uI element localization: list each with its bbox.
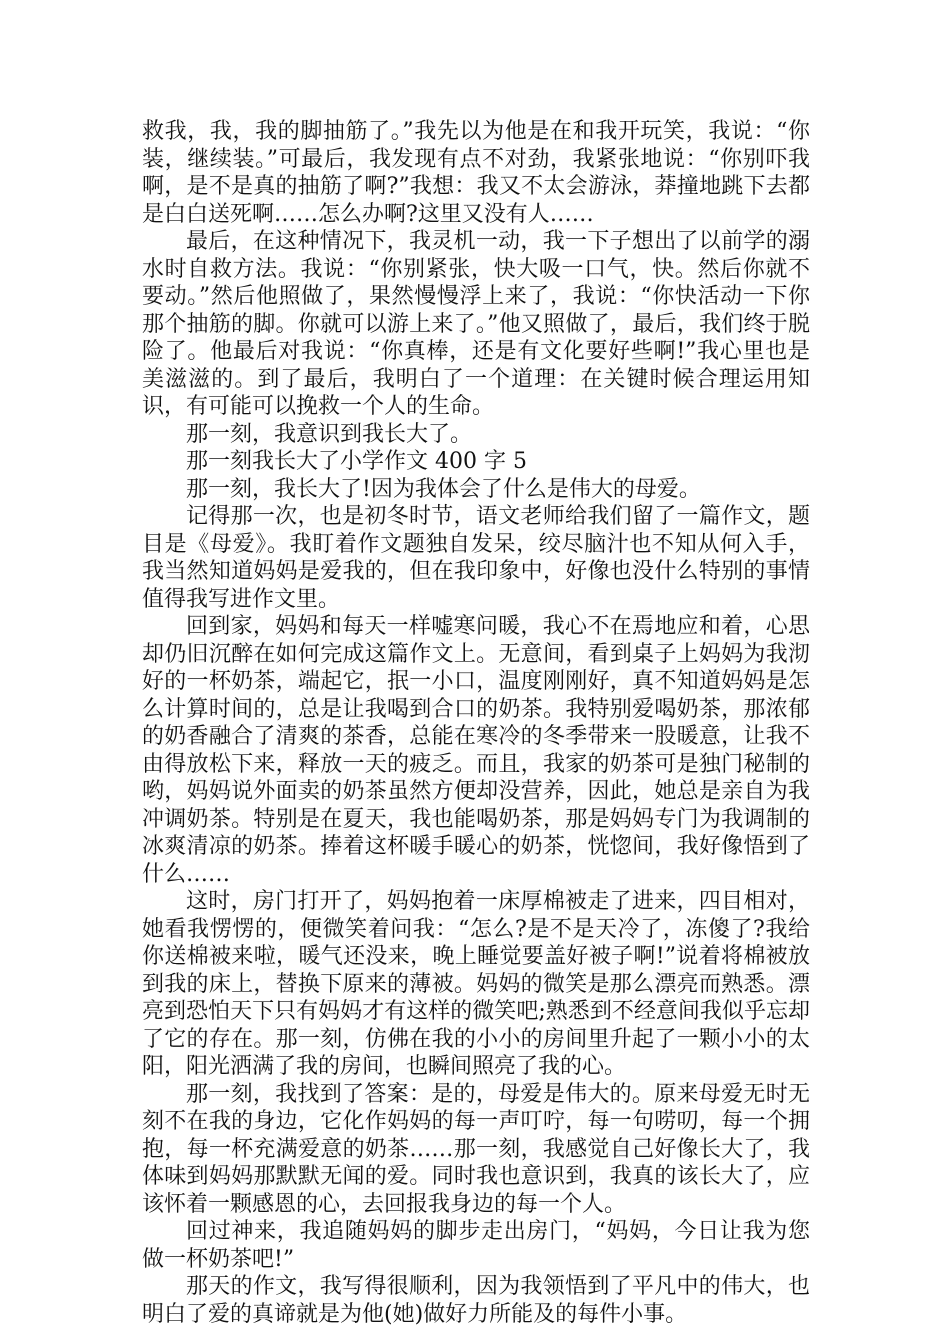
paragraph-6: 记得那一次，也是初冬时节，语文老师给我们留了一篇作文，题目是《母爱》。我盯着作文题独自发呆，绞尽脑汁也不知从何入手，我当然知道妈妈是爱我的，但在我印象中，好像也没什么特别的事情值得我写进作文里。 — [142, 504, 810, 612]
paragraph-3: 那一刻，我意识到我长大了。 — [186, 421, 473, 447]
essay-heading: 那一刻我长大了小学作文 400 字 5 — [186, 449, 527, 474]
paragraph-8: 这时，房门打开了，妈妈抱着一床厚棉被走了进来，四目相对，她看我愣愣的，便微笑着问我：“怎么?是不是天冷了，冻傻了?我给你送棉被来啦，暖气还没来，晚上睡觉要盖好被子啊!”说着将棉被放到我的床上，替换下原来的薄被。妈妈的微笑是那么漂亮而熟悉。漂亮到恐怕天下只有妈妈才有这样的微笑吧;熟悉到不经意间我似乎忘却了它的存在。那一刻，仿佛在我的小小的房间里升起了一颗小小的太阳，阳光洒满了我的房间，也瞬间照亮了我的心。 — [142, 889, 810, 1079]
paragraph-1: 救我，我，我的脚抽筋了。”我先以为他是在和我开玩笑，我说：“你装，继续装。”可最后，我发现有点不对劲，我紧张地说：“你别吓我啊，是不是真的抽筋了啊?”我想：我又不太会游泳，莽撞地跳下去都是白白送死啊……怎么办啊?这里又没有人…… — [142, 119, 810, 227]
paragraph-7: 回到家，妈妈和每天一样嘘寒问暖，我心不在焉地应和着，心思却仍旧沉醉在如何完成这篇作文上。无意间，看到桌子上妈妈为我沏好的一杯奶茶，端起它，抿一小口，温度刚刚好，真不知道妈妈是怎么计算时间的，总是让我喝到合口的奶茶。我特别爱喝奶茶，那浓郁的奶香融合了清爽的茶香，总能在寒冷的冬季带来一股暖意，让我不由得放松下来，释放一天的疲乏。而且，我家的奶茶可是独门秘制的哟，妈妈说外面卖的奶茶虽然方便却没营养，因此，她总是亲自为我冲调奶茶。特别是在夏天，我也能喝奶茶，那是妈妈专门为我调制的冰爽清凉的奶茶。捧着这杯暖手暖心的奶茶，恍惚间，我好像悟到了什么…… — [142, 614, 810, 887]
paragraph-9: 那一刻，我找到了答案：是的，母爱是伟大的。原来母爱无时无刻不在我的身边，它化作妈妈的每一声叮咛，每一句唠叨，每一个拥抱，每一杯充满爱意的奶茶……那一刻，我感觉自己好像长大了，我体味到妈妈那默默无闻的爱。同时我也意识到，我真的该长大了，应该怀着一颗感恩的心，去回报我身边的每一个人。 — [142, 1081, 810, 1217]
paragraph-5: 那一刻，我长大了!因为我体会了什么是伟大的母爱。 — [186, 476, 701, 502]
paragraph-10: 回过神来，我追随妈妈的脚步走出房门，“妈妈，今日让我为您做一杯奶茶吧!” — [142, 1219, 810, 1272]
paragraph-11: 那天的作文，我写得很顺利，因为我领悟到了平凡中的伟大，也明白了爱的真谛就是为他(她)做好力所能及的每件小事。 — [142, 1274, 810, 1327]
paragraph-2: 最后，在这种情况下，我灵机一动，我一下子想出了以前学的溺水时自救方法。我说：“你别紧张，快大吸一口气，快。然后你就不要动。”然后他照做了，果然慢慢浮上来了，我说：“你快活动一下你那个抽筋的脚。你就可以游上来了。”他又照做了，最后，我们终于脱险了。他最后对我说：“你真棒，还是有文化要好些啊!”我心里也是美滋滋的。到了最后，我明白了一个道理：在关键时候合理运用知识，有可能可以挽救一个人的生命。 — [142, 229, 810, 419]
essay-body — [142, 118, 810, 1328]
